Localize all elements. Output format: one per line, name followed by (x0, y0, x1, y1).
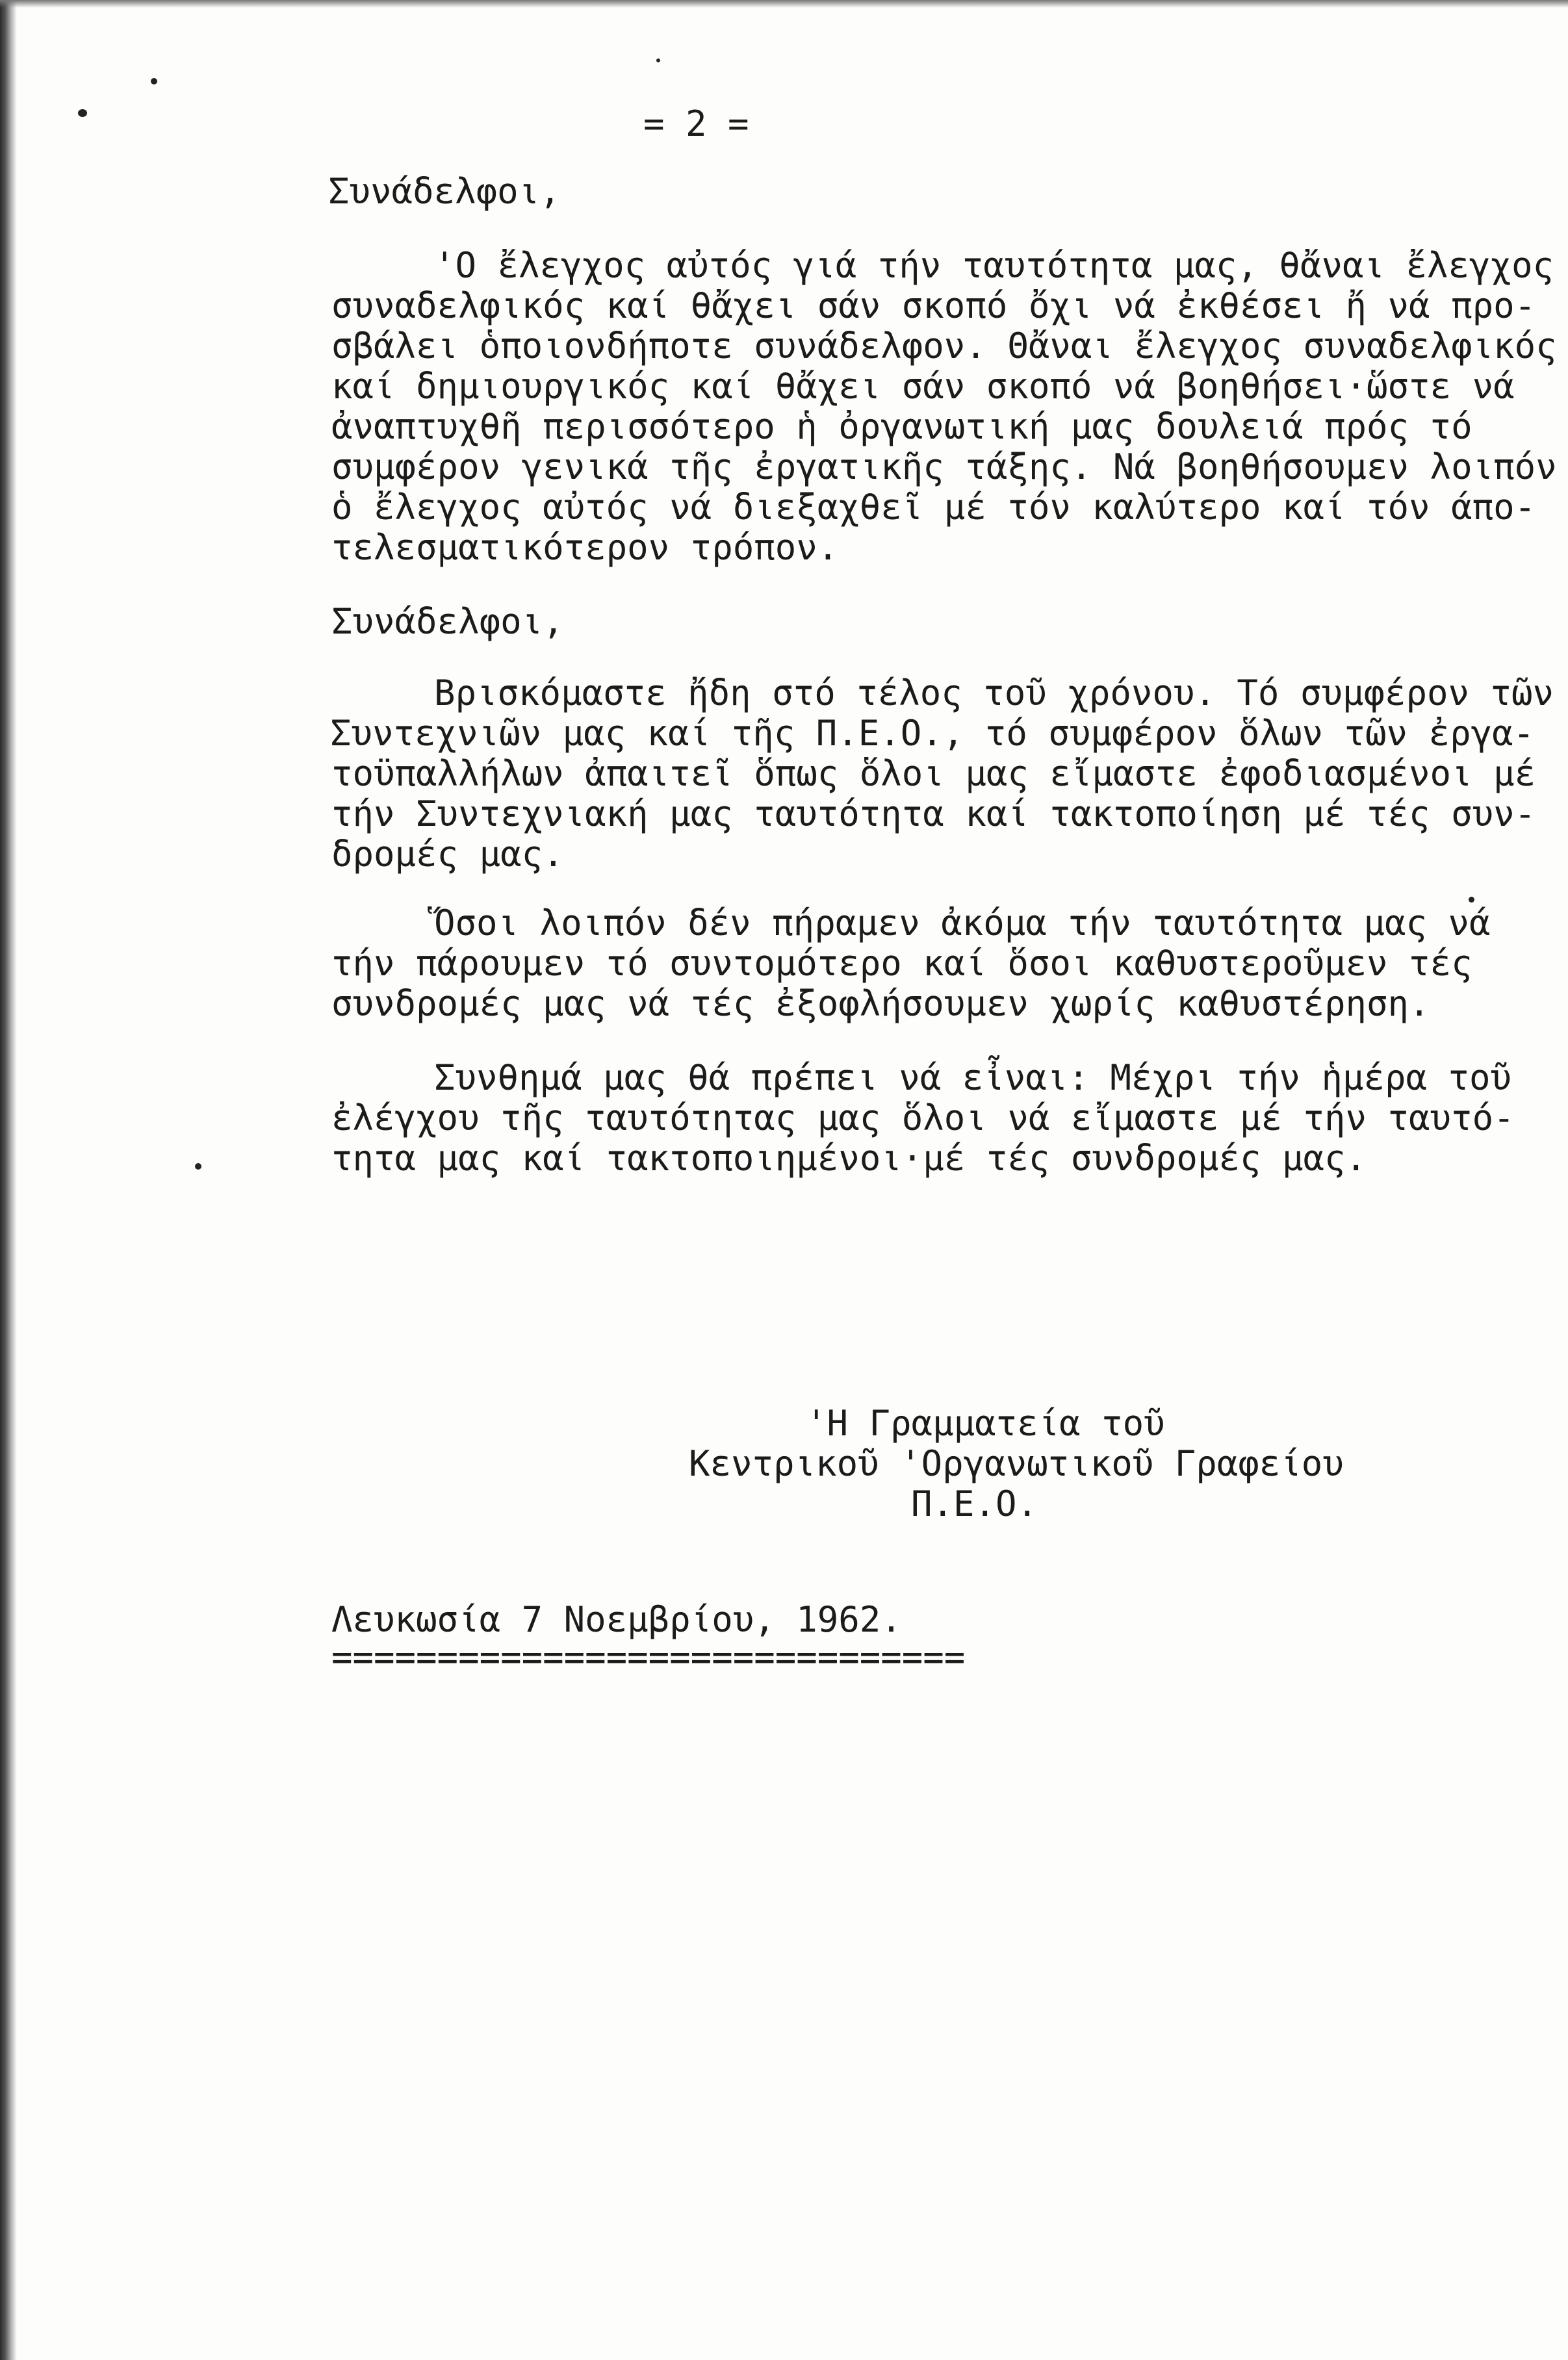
scan-left-edge (0, 0, 17, 2360)
greeting: Συνάδελφοι, (331, 601, 564, 642)
paragraph-line: ἀναπτυχθῆ περισσότερο ἡ ὀργανωτική μας δουλειά πρός τό (331, 406, 1472, 447)
signature-line: 'Η Γραμματεία τοῦ (806, 1403, 1165, 1444)
paragraph-line: τοϋπαλλήλων ἀπαιτεῖ ὅπως ὅλοι μας εἴμαστε ἐφοδιασμένοι μέ (331, 753, 1536, 794)
page-number: = 2 = (643, 103, 749, 144)
paragraph-line: Βρισκόμαστε ἤδη στό τέλος τοῦ χρόνου. Τό συμφέρον τῶν (434, 673, 1554, 713)
paragraph-line: Ὅσοι λοιπόν δέν πήραμεν ἀκόμα τήν ταυτότητα μας νά (434, 903, 1491, 943)
date-underline: ============================== (331, 1637, 966, 1678)
scan-speck (78, 109, 87, 117)
paragraph-line: 'Ο ἔλεγχος αὐτός γιά τήν ταυτότητα μας, θἄναι ἔλεγχος (434, 245, 1554, 286)
greeting: Συνάδελφοι, (328, 171, 561, 212)
paragraph-line: τητα μας καί τακτοποιημένοι·μέ τές συνδρομές μας. (331, 1138, 1367, 1179)
paragraph-line: Συντεχνιῶν μας καί τῆς Π.Ε.Ο., τό συμφέρον ὅλων τῶν ἐργα- (330, 713, 1535, 754)
signature-line: Π.Ε.Ο. (911, 1483, 1038, 1524)
paragraph-line: τελεσματικότερον τρόπον. (331, 527, 839, 568)
paragraph-line: ὁ ἔλεγχος αὐτός νά διεξαχθεῖ μέ τόν καλύτερο καί τόν άπο- (331, 487, 1536, 528)
paragraph-line: σβάλει ὁποιονδήποτε συνάδελφον. Θἄναι ἔλεγχος συναδελφικός (331, 326, 1557, 366)
signature-line: Κεντρικοῦ 'Οργανωτικοῦ Γραφείου (689, 1443, 1344, 1484)
scan-speck (151, 78, 157, 84)
paragraph-line: τήν Συντεχνιακή μας ταυτότητα καί τακτοποίηση μέ τές συν- (331, 793, 1536, 834)
scan-speck (656, 58, 660, 62)
scan-speck (1469, 897, 1474, 903)
paragraph-line: συνδρομές μας νά τές ἐξοφλήσουμεν χωρίς καθυστέρηση. (331, 983, 1430, 1024)
paragraph-line: δρομές μας. (331, 834, 564, 875)
paragraph-line: συναδελφικός καί θἄχει σάν σκοπό ὄχι νά ἐκθέσει ἤ νά προ- (331, 285, 1536, 326)
paragraph-line: συμφέρον γενικά τῆς ἐργατικῆς τάξης. Νά βοηθήσουμεν λοιπόν (331, 446, 1557, 487)
date-line: Λευκωσία 7 Νοεμβρίου, 1962. (331, 1599, 902, 1640)
scan-speck (195, 1163, 201, 1170)
scan-top-edge (0, 0, 1568, 8)
paragraph-line: Συνθημά μας θά πρέπει νά εἶναι: Μέχρι τήν ἡμέρα τοῦ (434, 1057, 1512, 1098)
paragraph-line: τήν πάρουμεν τό συντομότερο καί ὅσοι καθυστεροῦμεν τές (331, 943, 1472, 984)
paragraph-line: ἐλέγχου τῆς ταυτότητας μας ὅλοι νά εἴμαστε μέ τήν ταυτό- (331, 1097, 1515, 1138)
paragraph-line: καί δημιουργικός καί θἄχει σάν σκοπό νά βοηθήσει·ὥστε νά (331, 366, 1515, 407)
